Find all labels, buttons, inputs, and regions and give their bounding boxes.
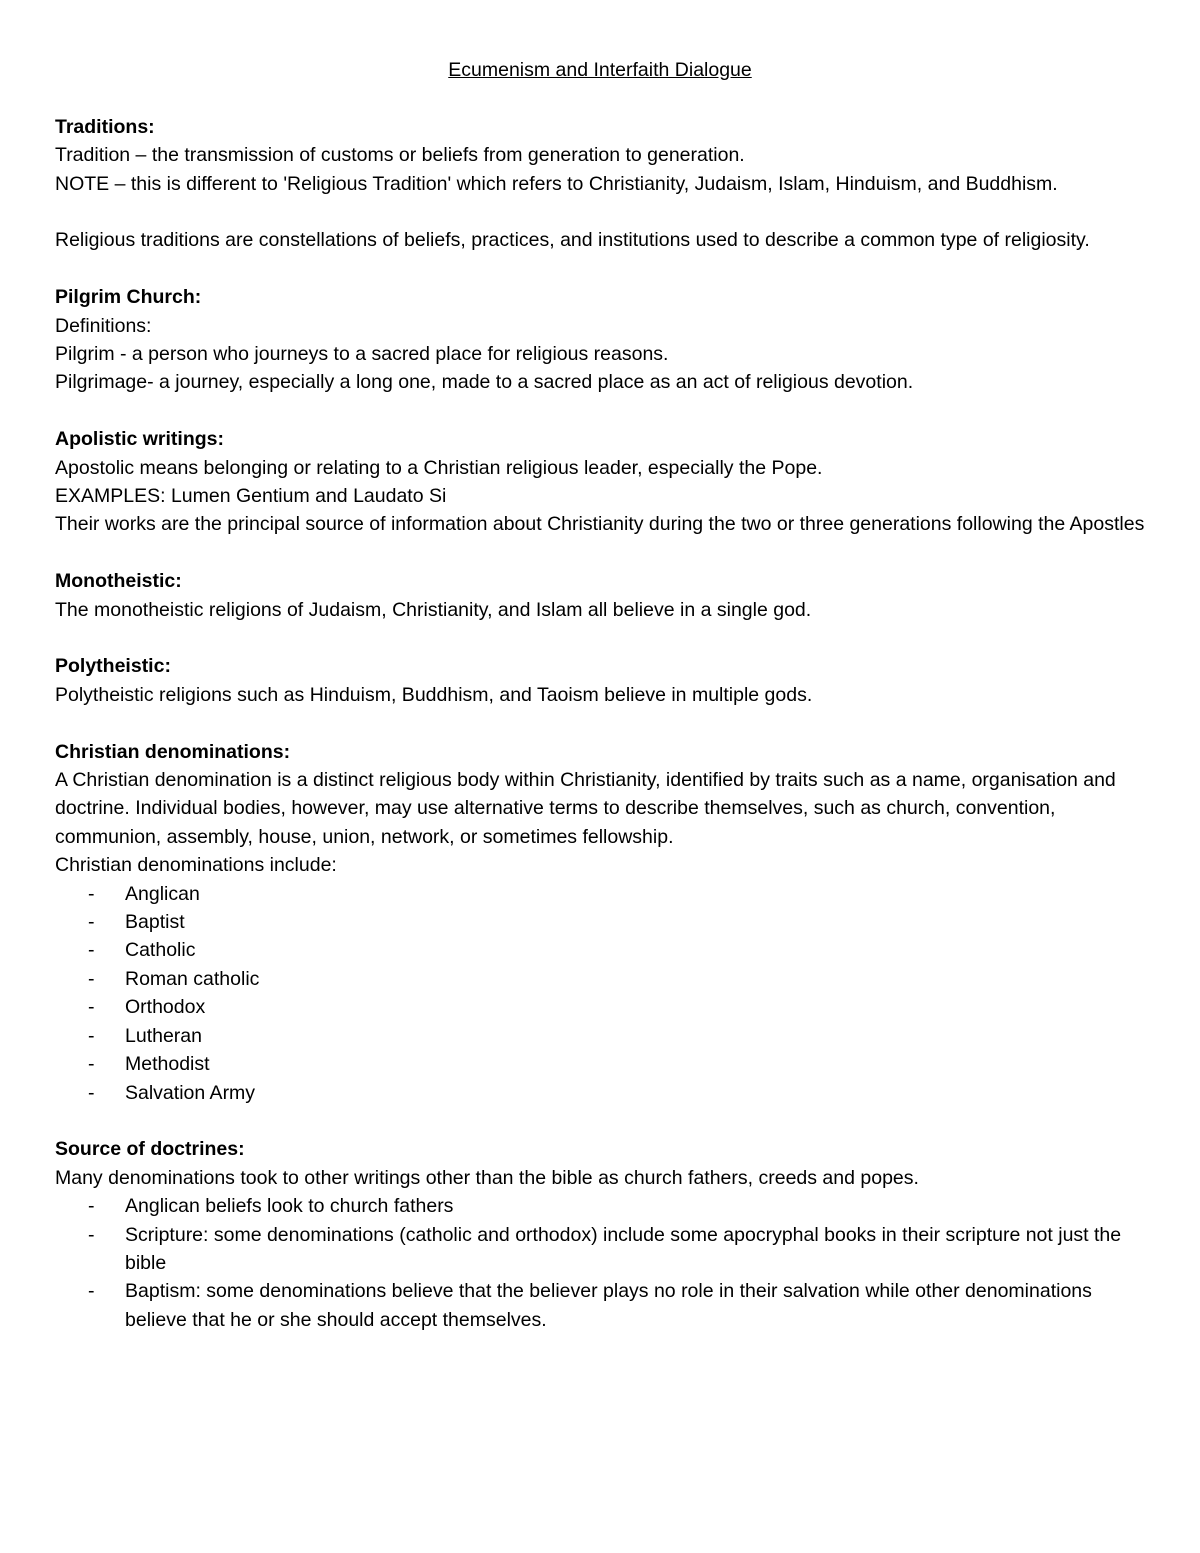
list-item — [55, 993, 1145, 1021]
section-apostolic-writings — [55, 425, 1145, 539]
list-item — [55, 1277, 1145, 1334]
list-item — [55, 1221, 1145, 1278]
list-item-text: Lutheran — [125, 1024, 202, 1047]
list-item-text: Orthodox — [125, 996, 206, 1019]
paragraph: Apostolic means belonging or relating to a Christian religious leader, especially the Pope. — [55, 456, 823, 479]
paragraph: EXAMPLES: Lumen Gentium and Laudato Si — [55, 485, 447, 508]
section-heading: Pilgrim Church: — [55, 286, 202, 309]
list-item-text: Anglican beliefs look to church fathers — [125, 1195, 454, 1218]
section-heading: Apolistic writings: — [55, 428, 225, 451]
section-traditions — [55, 113, 1145, 255]
dash-bullet: - — [88, 1024, 95, 1047]
section-heading: Traditions: — [55, 115, 155, 138]
list-item — [55, 936, 1145, 964]
list-item — [55, 1079, 1145, 1107]
section-pilgrim-church — [55, 283, 1145, 397]
dash-bullet: - — [88, 1081, 95, 1104]
list-item-text: Scripture: some denominations (catholic and orthodox) include some apocryphal books in their scripture not just the bible — [125, 1223, 1122, 1274]
paragraph: The monotheistic religions of Judaism, Christianity, and Islam all believe in a single god. — [55, 598, 812, 621]
dash-bullet: - — [88, 1223, 95, 1246]
paragraph: NOTE – this is different to 'Religious Tradition' which refers to Christianity, Judaism, Islam, Hinduism, and Buddhism. — [55, 172, 1058, 195]
document-title: Ecumenism and Interfaith Dialogue — [448, 59, 752, 81]
list-item — [55, 1192, 1145, 1220]
list-item-text: Methodist — [125, 1053, 210, 1076]
list-item-text: Baptist — [125, 911, 185, 934]
paragraph: Pilgrimage- a journey, especially a long one, made to a sacred place as an act of religious devotion. — [55, 371, 914, 394]
list-item — [55, 1050, 1145, 1078]
paragraph: Religious traditions are constellations of beliefs, practices, and institutions used to describe a common type of religiosity. — [55, 229, 1090, 252]
denominations-list — [55, 880, 1145, 1107]
section-source-of-doctrines — [55, 1135, 1145, 1334]
section-heading: Source of doctrines: — [55, 1138, 245, 1161]
paragraph: Tradition – the transmission of customs or beliefs from generation to generation. — [55, 144, 745, 167]
dash-bullet: - — [88, 882, 95, 905]
paragraph: Christian denominations include: — [55, 854, 337, 877]
list-item-text: Salvation Army — [125, 1081, 256, 1104]
list-item — [55, 908, 1145, 936]
section-heading: Monotheistic: — [55, 570, 182, 593]
list-item — [55, 880, 1145, 908]
dash-bullet: - — [88, 1053, 95, 1076]
paragraph: Polytheistic religions such as Hinduism, Buddhism, and Taoism believe in multiple gods. — [55, 683, 813, 706]
dash-bullet: - — [88, 1195, 95, 1218]
section-christian-denominations — [55, 738, 1145, 1107]
dash-bullet: - — [88, 996, 95, 1019]
paragraph: Pilgrim - a person who journeys to a sacred place for religious reasons. — [55, 343, 669, 366]
paragraph: Definitions: — [55, 314, 152, 337]
dash-bullet: - — [88, 1280, 95, 1303]
list-item — [55, 1022, 1145, 1050]
section-polytheistic — [55, 652, 1145, 709]
list-item-text: Anglican — [125, 882, 200, 905]
document-body — [55, 56, 1145, 1334]
list-item-text: Roman catholic — [125, 967, 260, 990]
paragraph: Their works are the principal source of information about Christianity during the two or three generations following the Apostles — [55, 513, 1145, 536]
list-item-text: Baptism: some denominations believe that the believer plays no role in their salvation while other denominations believe that he or she should accept themselves. — [125, 1280, 1092, 1331]
paragraph: Many denominations took to other writings other than the bible as church fathers, creeds and popes. — [55, 1166, 919, 1189]
list-item — [55, 965, 1145, 993]
section-heading: Polytheistic: — [55, 655, 171, 678]
doctrines-list — [55, 1192, 1145, 1334]
dash-bullet: - — [88, 939, 95, 962]
dash-bullet: - — [88, 967, 95, 990]
paragraph: A Christian denomination is a distinct religious body within Christianity, identified by traits such as a name, organisation and doctrine. Individual bodies, however, may use alternative terms to describe themselves, such as church, convention, communion, assembly, house, union, network, or sometimes fellowship. — [55, 769, 1116, 848]
list-item-text: Catholic — [125, 939, 196, 962]
section-heading: Christian denominations: — [55, 740, 291, 763]
dash-bullet: - — [88, 911, 95, 934]
section-monotheistic — [55, 567, 1145, 624]
